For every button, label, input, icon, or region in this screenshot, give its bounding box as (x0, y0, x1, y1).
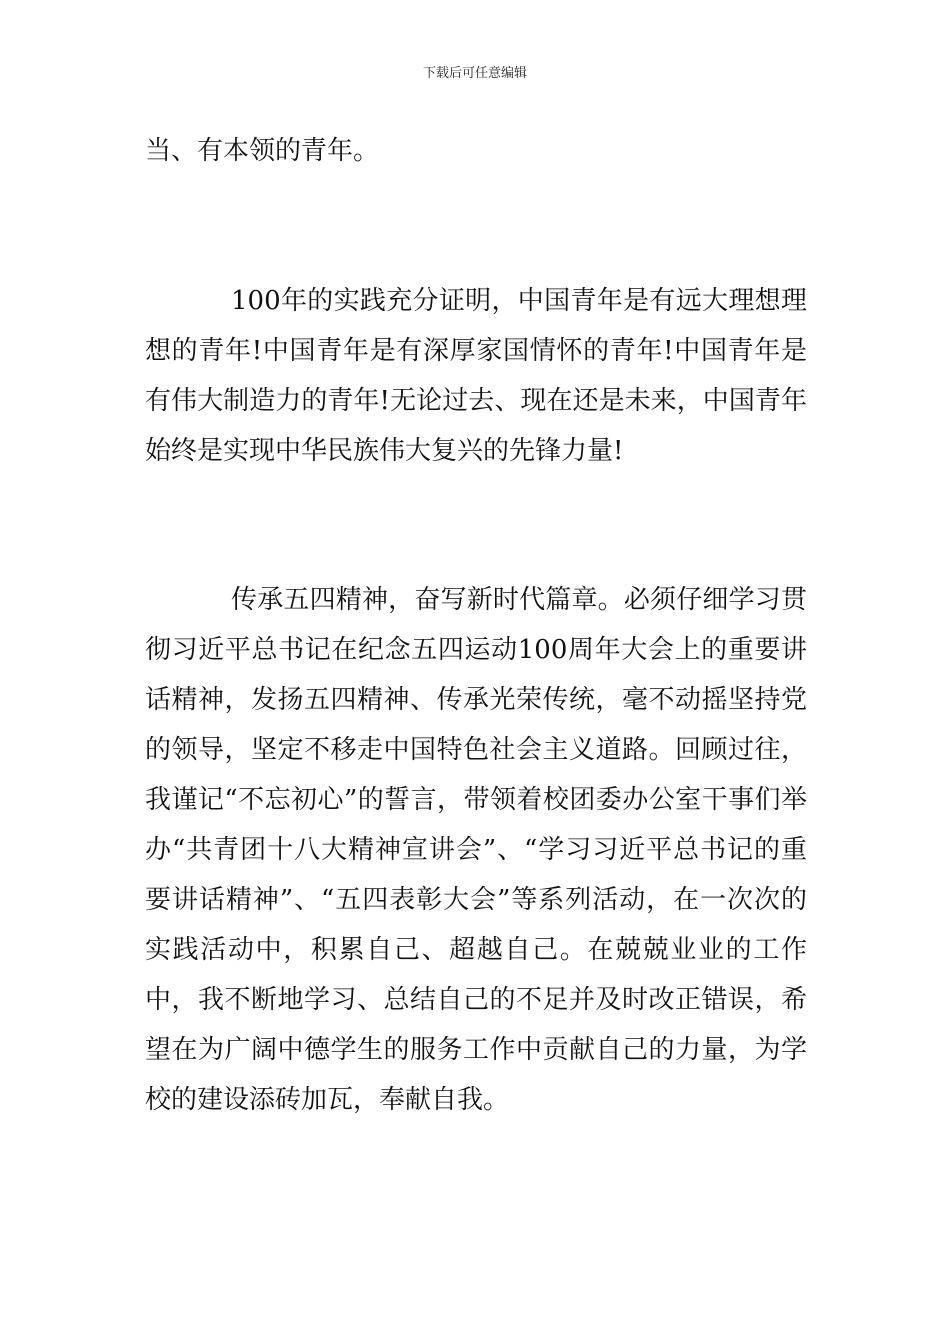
paragraph-continuation: 当、有本领的青年。 (145, 136, 380, 166)
paragraph-practice-proof: 100年的实践充分证明，中国青年是有远大理想理想的青年!中国青年是有深厚家国情怀的青年!中国青年是有伟大制造力的青年!无论过去、现在还是未来，中国青年始终是实现中华民族伟大复兴的先锋力量! (145, 286, 807, 466)
paragraph-may-fourth-spirit: 传承五四精神，奋写新时代篇章。必须仔细学习贯彻习近平总书记在纪念五四运动100周年大会上的重要讲话精神，发扬五四精神、传承光荣传统，毫不动摇坚持党的领导，坚定不移走中国特色社会主义道路。回顾过往，我谨记“不忘初心”的誓言，带领着校团委办公室干事们举办“共青团十八大精神宣讲会”、“学习习近平总书记的重要讲话精神”、“五四表彰大会”等系列活动，在一次次的实践活动中，积累自己、超越自己。在兢兢业业的工作中，我不断地学习、总结自己的不足并及时改正错误，希望在为广阔中德学生的服务工作中贡献自己的力量，为学校的建设添砖加瓦，奉献自我。 (145, 585, 807, 1115)
header-note: 下载后可任意编辑 (422, 66, 527, 81)
